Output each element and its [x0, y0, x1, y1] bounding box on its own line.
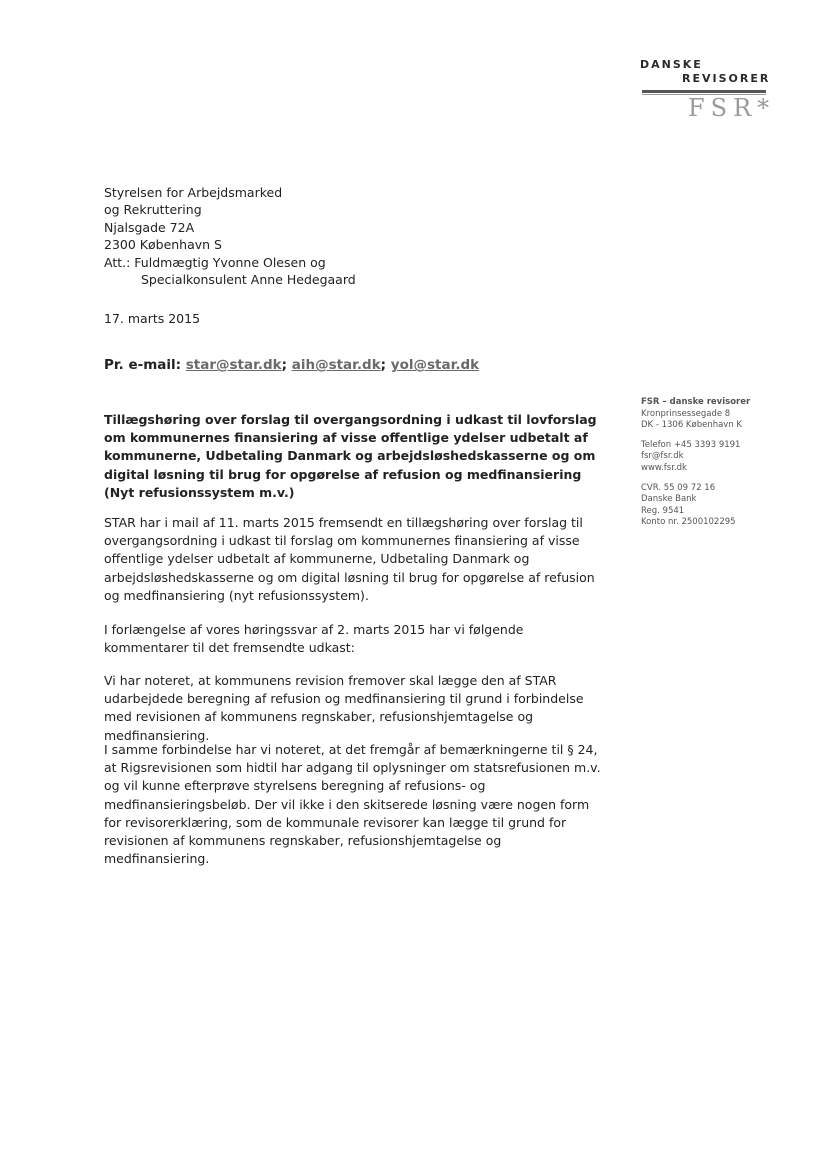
- sender-email: fsr@fsr.dk: [641, 451, 684, 462]
- logo-line-1: DANSKE: [640, 58, 703, 71]
- logo-mark: FSR*: [688, 94, 776, 122]
- logo-line-2: REVISORER: [682, 72, 771, 85]
- sender-bank: Danske Bank: [641, 494, 697, 505]
- sender-account: Konto nr. 2500102295: [641, 517, 736, 528]
- logo-rule: [642, 90, 766, 93]
- recipient-line: Styrelsen for Arbejdsmarked: [104, 185, 283, 200]
- email-link-yol[interactable]: yol@star.dk: [390, 357, 480, 373]
- sender-street: Kronprinsessegade 8: [641, 408, 731, 419]
- letter-subject: Tillægshøring over forslag til overgangsordning i udkast til lovforslag om kommunernes finansiering af visse offentlige ydelser udbetalt af kommunerne, Udbetaling Danmark og arbejdsløshedskasserne og om digital løsning til brug for opgørelse af refusion og medfinansiering (Nyt refusionssystem m.v.): [104, 412, 597, 500]
- body-paragraph: I forlængelse af vores høringssvar af 2. marts 2015 har vi følgende kommentarer til det fremsendte udkast:: [104, 622, 524, 656]
- email-separator: ;: [380, 357, 391, 373]
- recipient-attention: Att.: Fuldmægtig Yvonne Olesen og: [104, 254, 326, 270]
- sender-phone: Telefon +45 3393 9191: [641, 439, 741, 450]
- email-link-star[interactable]: star@star.dk: [185, 357, 282, 373]
- recipient-line: Njalsgade 72A: [104, 219, 195, 235]
- sender-info: [641, 397, 781, 529]
- recipient-address: [104, 184, 356, 288]
- recipient-line: og Rekruttering: [104, 202, 202, 218]
- recipient-line: 2300 København S: [104, 237, 222, 253]
- email-link-aih[interactable]: aih@star.dk: [291, 357, 381, 373]
- body-paragraph: STAR har i mail af 11. marts 2015 fremsendt en tillægshøring over forslag til overgangsordning i udkast til forslag om kommunernes finansiering af visse offentlige ydelser udbetalt af kommunerne, Udbetaling Danmark og arbejdsløshedskasserne og om digital løsning til brug for opgørelse af refusion og medfinansiering (nyt refusionssystem).: [104, 515, 595, 603]
- body-paragraph: I samme forbindelse har vi noteret, at det fremgår af bemærkningerne til § 24, at Rigsrevisionen som hidtil har adgang til oplysninger om statsrefusionen m.v. og vil kunne efterprøve styrelsens beregning af refusions- og medfinansieringsbeløb. Der vil ikke i den skitserede løsning være nogen form for revisorerklæring, som de kommunale revisorer kan lægge til grund for revisionen af kommunens regnskaber, refusionshjemtagelse og medfinansiering.: [104, 742, 601, 867]
- sender-name: FSR – danske revisorer: [641, 397, 751, 407]
- email-label: Pr. e-mail:: [104, 357, 186, 373]
- recipient-attention-2: Specialkonsulent Anne Hedegaard: [141, 272, 356, 288]
- sender-reg: Reg. 9541: [641, 505, 685, 516]
- body-paragraph: Vi har noteret, at kommunens revision fremover skal lægge den af STAR udarbejdede beregning af refusion og medfinansiering til grund i forbindelse med revisionen af kommunens regnskaber, refusionshjemtagelse og medfinansiering.: [104, 673, 584, 743]
- email-separator: ;: [281, 357, 292, 373]
- sender-cvr: CVR. 55 09 72 16: [641, 482, 716, 493]
- sender-city: DK - 1306 København K: [641, 420, 742, 431]
- letter-date: 17. marts 2015: [104, 311, 201, 326]
- sender-web: www.fsr.dk: [641, 462, 687, 473]
- email-line: [104, 357, 479, 373]
